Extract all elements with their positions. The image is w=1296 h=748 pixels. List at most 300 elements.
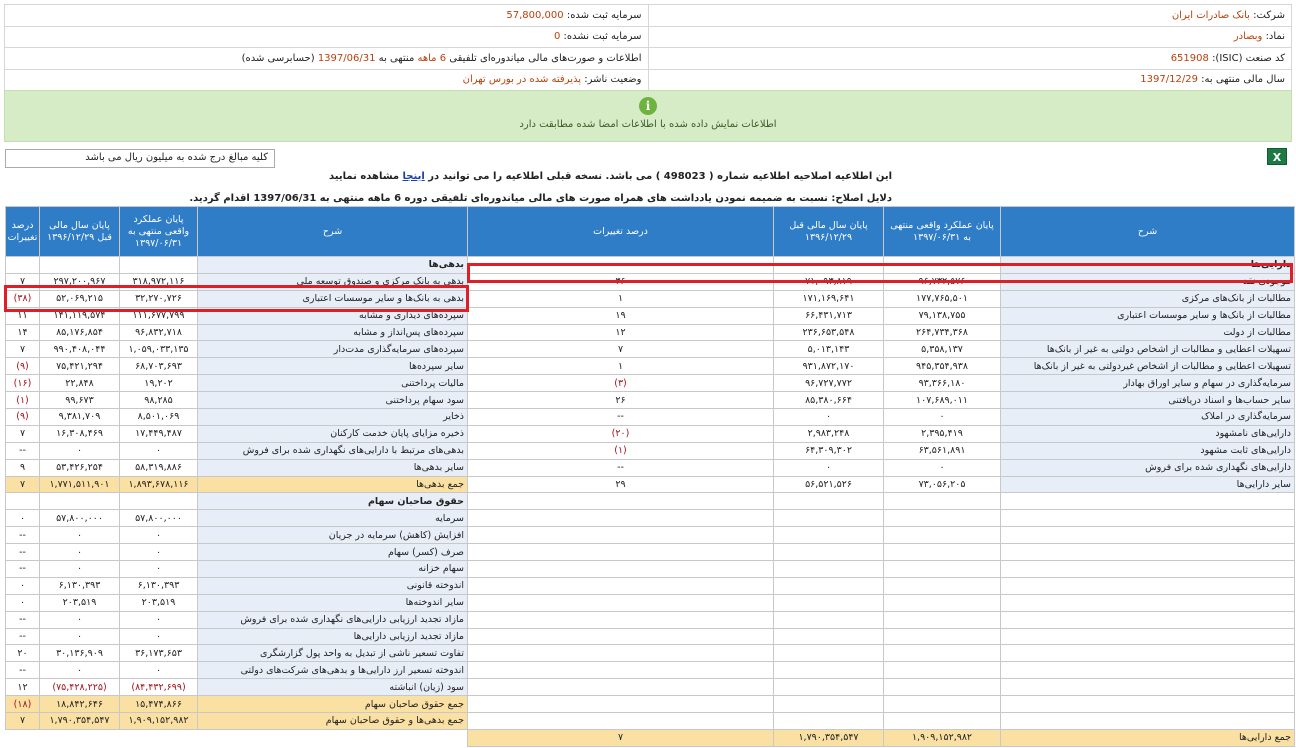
row-previous-value: ۱۶,۳۰۸,۴۶۹ [40, 425, 120, 442]
liabilities-section-title-empty-prev [40, 257, 120, 274]
row-previous-value: ۲,۹۸۳,۲۴۸ [774, 425, 884, 442]
row-desc: تسهیلات اعطایی و مطالبات از اشخاص غیردولتی به غیر از بانک‌ها [1001, 358, 1295, 375]
company-label: شرکت: [1253, 9, 1285, 21]
row-previous-value: ۵۶,۵۲۱,۵۲۶ [774, 476, 884, 493]
row-previous-value: ۰ [774, 459, 884, 476]
empty-cell [1001, 561, 1295, 578]
empty-row [468, 594, 1295, 611]
row-current-value: ۱۷,۴۴۹,۴۸۷ [120, 425, 198, 442]
assets-section-title-empty-prev [774, 257, 884, 274]
row-change-percent: (۹) [6, 358, 40, 375]
row-current-value: ۰ [884, 409, 1001, 426]
row-desc: بدهی به بانک‌ها و سایر موسسات اعتباری [198, 290, 468, 307]
row-change-percent: ۱۱ [6, 307, 40, 324]
row-current-value: ۰ [120, 611, 198, 628]
row-desc: دارایی‌های نگهداری شده برای فروش [1001, 459, 1295, 476]
empty-cell [468, 679, 774, 696]
empty-cell [884, 561, 1001, 578]
asset-row [468, 273, 1295, 290]
row-change-percent: (۱۶) [6, 375, 40, 392]
row-previous-value: ۹۹۰,۴۰۸,۰۴۴ [40, 341, 120, 358]
row-previous-value: ۲۳۶,۶۵۳,۵۴۸ [774, 324, 884, 341]
row-previous-value: ۱,۷۷۱,۵۱۱,۹۰۱ [40, 476, 120, 493]
liability-row [6, 290, 468, 307]
row-desc: موجودی نقد [1001, 273, 1295, 290]
row-current-value: ۱۰۷,۶۸۹,۰۱۱ [884, 392, 1001, 409]
row-previous-value: ۵۷,۸۰۰,۰۰۰ [40, 510, 120, 527]
assets-total-row [468, 729, 1295, 746]
equity-row [6, 679, 468, 696]
row-change-percent: ۷ [6, 341, 40, 358]
empty-cell [884, 662, 1001, 679]
row-current-value: ۲,۳۹۵,۴۱۹ [884, 425, 1001, 442]
row-desc: جمع بدهی‌ها [198, 476, 468, 493]
empty-cell [468, 645, 774, 662]
row-current-value: ۷۳,۰۵۶,۲۰۵ [884, 476, 1001, 493]
row-desc: مطالبات از دولت [1001, 324, 1295, 341]
row-current-value: ۰ [120, 662, 198, 679]
assets-section-title: دارایی‌ها [1001, 257, 1295, 274]
empty-cell [774, 662, 884, 679]
row-previous-value: ۲۹۷,۲۰۰,۹۶۷ [40, 273, 120, 290]
isic-label: کد صنعت (ISIC): [1212, 52, 1285, 64]
assets-current-header: پایان عملکرد واقعی منتهی به ۱۳۹۷/۰۶/۳۱ [884, 207, 1001, 257]
empty-cell [1001, 679, 1295, 696]
row-current-value: ۵۷,۸۰۰,۰۰۰ [120, 510, 198, 527]
capital-registered-value: 57,800,000 [506, 9, 564, 21]
equity-row [6, 561, 468, 578]
assets-section-title-row [468, 257, 1295, 274]
asset-row [468, 290, 1295, 307]
row-desc: جمع دارایی‌ها [1001, 729, 1295, 746]
row-change-percent: -- [6, 561, 40, 578]
assets-desc-header: شرح [1001, 207, 1295, 257]
row-desc: سرمایه‌گذاری در املاک [1001, 409, 1295, 426]
empty-cell [884, 628, 1001, 645]
liab-current-header: پایان عملکرد واقعی منتهی به ۱۳۹۷/۰۶/۳۱ [120, 207, 198, 257]
liability-row [6, 442, 468, 459]
report-title-suffix: (حسابرسی شده) [241, 52, 315, 64]
empty-row [468, 645, 1295, 662]
row-change-percent: -- [468, 409, 774, 426]
row-current-value: ۰ [120, 561, 198, 578]
row-previous-value: (۷۵,۴۲۸,۲۲۵) [40, 679, 120, 696]
row-previous-value: ۹,۳۸۱,۷۰۹ [40, 409, 120, 426]
row-change-percent: -- [6, 442, 40, 459]
liabilities-section-title-empty-cur [120, 257, 198, 274]
row-previous-value: ۰ [40, 611, 120, 628]
row-desc: سود (زیان) انباشته [198, 679, 468, 696]
row-previous-value: ۵۲,۰۶۹,۲۱۵ [40, 290, 120, 307]
fiscal-year-label: سال مالی منتهی به: [1201, 74, 1285, 86]
assets-change-header: درصد تغییرات [468, 207, 774, 257]
row-change-percent: ۷ [6, 713, 40, 730]
row-change-percent: ۲۶ [468, 392, 774, 409]
asset-row [468, 409, 1295, 426]
row-current-value: ۶۸,۷۰۳,۶۹۳ [120, 358, 198, 375]
row-change-percent: -- [6, 611, 40, 628]
liability-row [6, 273, 468, 290]
row-desc: مطالبات از بانک‌های مرکزی [1001, 290, 1295, 307]
row-previous-value: ۰ [40, 544, 120, 561]
empty-cell [884, 713, 1001, 730]
empty-cell [1001, 713, 1295, 730]
row-previous-value: ۸۵,۳۸۰,۶۶۴ [774, 392, 884, 409]
row-change-percent: ۱ [468, 290, 774, 307]
row-previous-value: ۷۱,۰۹۳,۸۱۹ [774, 273, 884, 290]
row-previous-value: ۹۳۱,۸۷۲,۱۷۰ [774, 358, 884, 375]
empty-row [468, 561, 1295, 578]
report-months: 6 ماهه [417, 52, 447, 64]
row-change-percent: -- [6, 628, 40, 645]
asset-row [468, 392, 1295, 409]
row-current-value: ۱۱۱,۶۷۷,۷۹۹ [120, 307, 198, 324]
liabilities-section-title-empty-chg [6, 257, 40, 274]
report-title-mid: منتهی به [378, 52, 415, 64]
row-change-percent: ۰ [6, 510, 40, 527]
row-change-percent: ۷ [468, 341, 774, 358]
assets-table [467, 206, 1295, 747]
row-current-value: ۹۶,۷۳۲,۵۷۶ [884, 273, 1001, 290]
row-change-percent: ۱۲ [6, 679, 40, 696]
liability-row [6, 409, 468, 426]
empty-row [468, 527, 1295, 544]
row-change-percent: ۷ [468, 729, 774, 746]
asset-row [468, 341, 1295, 358]
equity-row [6, 645, 468, 662]
empty-cell [774, 577, 884, 594]
row-current-value: ۱,۹۰۹,۱۵۲,۹۸۲ [120, 713, 198, 730]
equity-row [6, 510, 468, 527]
empty-row [468, 679, 1295, 696]
row-change-percent: (۳۸) [6, 290, 40, 307]
row-previous-value: ۱۸,۸۴۲,۶۴۶ [40, 696, 120, 713]
liab-change-header: درصد تغییرات [6, 207, 40, 257]
report-date: 1397/06/31 [317, 52, 376, 64]
empty-row [468, 493, 1295, 510]
row-change-percent: (۲۰) [468, 425, 774, 442]
row-desc: سپرده‌های دیداری و مشابه [198, 307, 468, 324]
empty-row [468, 611, 1295, 628]
row-current-value: ۱,۰۵۹,۰۳۳,۱۳۵ [120, 341, 198, 358]
fiscal-year-value: 1397/12/29 [1140, 74, 1198, 86]
row-previous-value: ۱۷۱,۱۶۹,۶۴۱ [774, 290, 884, 307]
row-current-value: ۰ [884, 459, 1001, 476]
row-current-value: (۸۴,۴۳۲,۶۹۹) [120, 679, 198, 696]
capital-unregistered-value: 0 [553, 31, 561, 43]
empty-cell [774, 696, 884, 713]
row-desc: ذخیره مزایای پایان خدمت کارکنان [198, 425, 468, 442]
status-value: پذیرفته شده در بورس تهران [462, 74, 582, 86]
empty-cell [468, 527, 774, 544]
liability-row [6, 358, 468, 375]
row-current-value: ۸,۵۰۱,۰۶۹ [120, 409, 198, 426]
equity-section-title: حقوق صاحبان سهام [198, 493, 468, 510]
equity-row [6, 544, 468, 561]
liability-row [6, 459, 468, 476]
row-previous-value: ۶۶,۴۳۱,۷۱۳ [774, 307, 884, 324]
info-icon: i [639, 97, 657, 115]
row-change-percent: (۹) [6, 409, 40, 426]
row-desc: سهام خزانه [198, 561, 468, 578]
row-previous-value: ۱,۷۹۰,۳۵۴,۵۴۷ [774, 729, 884, 746]
row-desc: سرمایه [198, 510, 468, 527]
empty-cell [1001, 594, 1295, 611]
row-desc: مازاد تجدید ارزیابی دارایی‌ها [198, 628, 468, 645]
symbol-value: وبصادر [1233, 31, 1263, 43]
empty-cell [1001, 544, 1295, 561]
row-desc: بدهی به بانک مرکزی و صندوق توسعه ملی [198, 273, 468, 290]
row-current-value: ۹۸,۲۸۵ [120, 392, 198, 409]
equity-row [6, 594, 468, 611]
empty-cell [774, 594, 884, 611]
row-desc: مطالبات از بانک‌ها و سایر موسسات اعتباری [1001, 307, 1295, 324]
row-current-value: ۱۹,۲۰۲ [120, 375, 198, 392]
empty-cell [884, 611, 1001, 628]
row-previous-value: ۲۰۳,۵۱۹ [40, 594, 120, 611]
row-desc: اندوخته تسعیر ارز دارایی‌ها و بدهی‌های شرکت‌های دولتی [198, 662, 468, 679]
row-change-percent: (۳) [468, 375, 774, 392]
asset-row [468, 324, 1295, 341]
row-previous-value: ۰ [40, 628, 120, 645]
equity-row [6, 577, 468, 594]
row-current-value: ۶,۱۳۰,۳۹۳ [120, 577, 198, 594]
empty-row [468, 510, 1295, 527]
empty-cell [774, 645, 884, 662]
row-desc: بدهی‌های مرتبط با دارایی‌های نگهداری شده برای فروش [198, 442, 468, 459]
row-desc: تسهیلات اعطایی و مطالبات از اشخاص دولتی به غیر از بانک‌ها [1001, 341, 1295, 358]
empty-row [468, 713, 1295, 730]
row-current-value: ۱۷۷,۷۶۵,۵۰۱ [884, 290, 1001, 307]
equity-section-title-empty-cur [120, 493, 198, 510]
row-previous-value: ۰ [40, 561, 120, 578]
empty-cell [884, 594, 1001, 611]
row-current-value: ۰ [120, 442, 198, 459]
row-change-percent: ۲۹ [468, 476, 774, 493]
empty-cell [468, 611, 774, 628]
row-desc: سایر حساب‌ها و اسناد دریافتنی [1001, 392, 1295, 409]
row-change-percent: ۷ [6, 425, 40, 442]
asset-row [468, 442, 1295, 459]
empty-cell [468, 713, 774, 730]
asset-row [468, 307, 1295, 324]
liab-desc-header: شرح [198, 207, 468, 257]
asset-row [468, 425, 1295, 442]
empty-cell [1001, 662, 1295, 679]
empty-cell [884, 527, 1001, 544]
row-desc: تفاوت تسعیر ناشی از تبدیل به واحد پول گزارشگری [198, 645, 468, 662]
row-current-value: ۵,۳۵۸,۱۳۷ [884, 341, 1001, 358]
row-change-percent: ۱۲ [468, 324, 774, 341]
empty-cell [1001, 493, 1295, 510]
empty-cell [468, 628, 774, 645]
empty-cell [468, 493, 774, 510]
row-previous-value: ۰ [40, 527, 120, 544]
row-change-percent: ۹ [6, 459, 40, 476]
liability-row [6, 392, 468, 409]
row-change-percent: ۳۶ [468, 273, 774, 290]
asset-row [468, 375, 1295, 392]
liabilities-section-title-row [6, 257, 468, 274]
empty-cell [884, 493, 1001, 510]
liabilities-body [6, 257, 468, 730]
equity-row [6, 662, 468, 679]
row-desc: دارایی‌های نامشهود [1001, 425, 1295, 442]
empty-cell [1001, 645, 1295, 662]
isic-value: 651908 [1170, 52, 1209, 64]
row-current-value: ۶۳,۵۶۱,۸۹۱ [884, 442, 1001, 459]
row-previous-value: ۰ [40, 442, 120, 459]
liabilities-total-row [6, 476, 468, 493]
empty-cell [1001, 611, 1295, 628]
asset-row [468, 459, 1295, 476]
row-previous-value: ۵۳,۴۲۶,۲۵۴ [40, 459, 120, 476]
equity-total-row [6, 696, 468, 713]
correction-text-1: این اطلاعیه اصلاحیه اطلاعیه شماره ( 498023 ) می باشد. نسخه قبلی اطلاعیه را می توانید در [428, 171, 892, 182]
empty-cell [468, 577, 774, 594]
row-change-percent: ۲۰ [6, 645, 40, 662]
liab-previous-header: پایان سال مالی قبل ۱۳۹۶/۱۲/۲۹ [40, 207, 120, 257]
row-change-percent: (۱) [468, 442, 774, 459]
row-desc: جمع بدهی‌ها و حقوق صاحبان سهام [198, 713, 468, 730]
empty-cell [468, 561, 774, 578]
liability-row [6, 375, 468, 392]
row-change-percent: -- [468, 459, 774, 476]
empty-cell [1001, 510, 1295, 527]
row-previous-value: ۶۴,۳۰۹,۳۰۲ [774, 442, 884, 459]
empty-cell [884, 510, 1001, 527]
equity-row [6, 628, 468, 645]
row-change-percent: (۱۸) [6, 696, 40, 713]
capital-registered-label: سرمایه ثبت شده: [566, 9, 642, 21]
row-current-value: ۷۹,۱۳۸,۷۵۵ [884, 307, 1001, 324]
row-change-percent: ۱۹ [468, 307, 774, 324]
row-current-value: ۹۴۵,۳۵۴,۹۳۸ [884, 358, 1001, 375]
empty-cell [774, 628, 884, 645]
row-desc: ذخایر [198, 409, 468, 426]
row-change-percent: ۱۴ [6, 324, 40, 341]
empty-row [468, 662, 1295, 679]
asset-row [468, 476, 1295, 493]
empty-cell [774, 679, 884, 696]
assets-section-title-empty-cur [884, 257, 1001, 274]
empty-cell [1001, 628, 1295, 645]
correction-text-2: مشاهده نمایید [329, 171, 400, 182]
row-current-value: ۱۵,۴۷۴,۸۶۶ [120, 696, 198, 713]
row-desc: افزایش (کاهش) سرمایه در جریان [198, 527, 468, 544]
row-desc: سایر بدهی‌ها [198, 459, 468, 476]
row-current-value: ۲۰۳,۵۱۹ [120, 594, 198, 611]
company-value: بانک صادرات ایران [1171, 9, 1250, 21]
row-previous-value: ۹۶,۷۲۷,۷۷۲ [774, 375, 884, 392]
row-previous-value: ۷۵,۴۲۱,۲۹۴ [40, 358, 120, 375]
row-current-value: ۳۱۸,۹۷۲,۱۱۶ [120, 273, 198, 290]
row-previous-value: ۱۴۱,۱۱۹,۵۷۴ [40, 307, 120, 324]
row-current-value: ۳۶,۱۷۳,۶۵۳ [120, 645, 198, 662]
row-change-percent: -- [6, 527, 40, 544]
row-desc: سپرده‌های پس‌انداز و مشابه [198, 324, 468, 341]
row-change-percent: ۰ [6, 577, 40, 594]
row-previous-value: ۸۵,۱۷۶,۸۵۴ [40, 324, 120, 341]
row-current-value: ۲۶۴,۷۳۴,۳۶۸ [884, 324, 1001, 341]
row-current-value: ۰ [120, 628, 198, 645]
row-current-value: ۱,۸۹۳,۶۷۸,۱۱۶ [120, 476, 198, 493]
row-current-value: ۱,۹۰۹,۱۵۲,۹۸۲ [884, 729, 1001, 746]
symbol-label: نماد: [1265, 31, 1285, 43]
empty-cell [468, 544, 774, 561]
row-current-value: ۹۳,۳۶۶,۱۸۰ [884, 375, 1001, 392]
liability-row [6, 341, 468, 358]
row-change-percent: -- [6, 662, 40, 679]
empty-cell [774, 510, 884, 527]
grand-total-row [6, 713, 468, 730]
row-current-value: ۰ [120, 527, 198, 544]
row-change-percent: ۰ [6, 594, 40, 611]
empty-cell [1001, 577, 1295, 594]
notice-text: اطلاعات نمایش داده شده با اطلاعات امضا شده مطابقت دارد [519, 119, 777, 130]
assets-body [468, 257, 1295, 747]
row-desc: سایر دارایی‌ها [1001, 476, 1295, 493]
empty-cell [884, 696, 1001, 713]
liability-row [6, 425, 468, 442]
empty-cell [774, 611, 884, 628]
empty-cell [774, 493, 884, 510]
empty-cell [1001, 527, 1295, 544]
row-desc: سایر سپرده‌ها [198, 358, 468, 375]
row-desc: صرف (کسر) سهام [198, 544, 468, 561]
asset-row [468, 358, 1295, 375]
row-previous-value: ۰ [40, 662, 120, 679]
empty-cell [774, 544, 884, 561]
signed-match-notice [4, 90, 1292, 142]
empty-cell [1001, 696, 1295, 713]
row-change-percent: ۷ [6, 476, 40, 493]
equity-section-title-row [6, 493, 468, 510]
row-current-value: ۰ [120, 544, 198, 561]
row-current-value: ۵۸,۳۱۹,۸۸۶ [120, 459, 198, 476]
row-change-percent: ۷ [6, 273, 40, 290]
row-previous-value: ۹۹,۶۷۳ [40, 392, 120, 409]
row-change-percent: ۱ [468, 358, 774, 375]
correction-reason: دلایل اصلاح: نسبت به ضمیمه نمودن یادداشت های همراه صورت های مالی میاندوره‌ای تلفیقی دوره 6 ماهه منتهی به 1397/06/31 اقدام گردید. [189, 193, 892, 204]
empty-cell [774, 713, 884, 730]
row-desc: سود سهام پرداختنی [198, 392, 468, 409]
row-previous-value: ۵,۰۱۳,۱۴۳ [774, 341, 884, 358]
row-previous-value: ۶,۱۳۰,۳۹۳ [40, 577, 120, 594]
excel-export-icon[interactable]: X [1267, 148, 1287, 165]
row-desc: اندوخته قانونی [198, 577, 468, 594]
row-current-value: ۳۲,۲۷۰,۷۲۶ [120, 290, 198, 307]
empty-cell [468, 662, 774, 679]
row-change-percent: (۱) [6, 392, 40, 409]
empty-row [468, 577, 1295, 594]
row-change-percent: -- [6, 544, 40, 561]
liability-row [6, 324, 468, 341]
empty-cell [468, 696, 774, 713]
liabilities-equity-table [5, 206, 468, 730]
liability-row [6, 307, 468, 324]
previous-version-link[interactable]: اینجا [402, 171, 425, 182]
unit-note-box: کلیه مبالغ درج شده به میلیون ریال می باشد [5, 149, 275, 168]
assets-previous-header: پایان سال مالی قبل ۱۳۹۶/۱۲/۲۹ [774, 207, 884, 257]
assets-section-title-empty-chg [468, 257, 774, 274]
empty-cell [468, 594, 774, 611]
row-desc: جمع حقوق صاحبان سهام [198, 696, 468, 713]
row-desc: سرمایه‌گذاری در سهام و سایر اوراق بهادار [1001, 375, 1295, 392]
equity-row [6, 527, 468, 544]
row-desc: مازاد تجدید ارزیابی دارایی‌های نگهداری شده برای فروش [198, 611, 468, 628]
equity-section-title-empty-chg [6, 493, 40, 510]
